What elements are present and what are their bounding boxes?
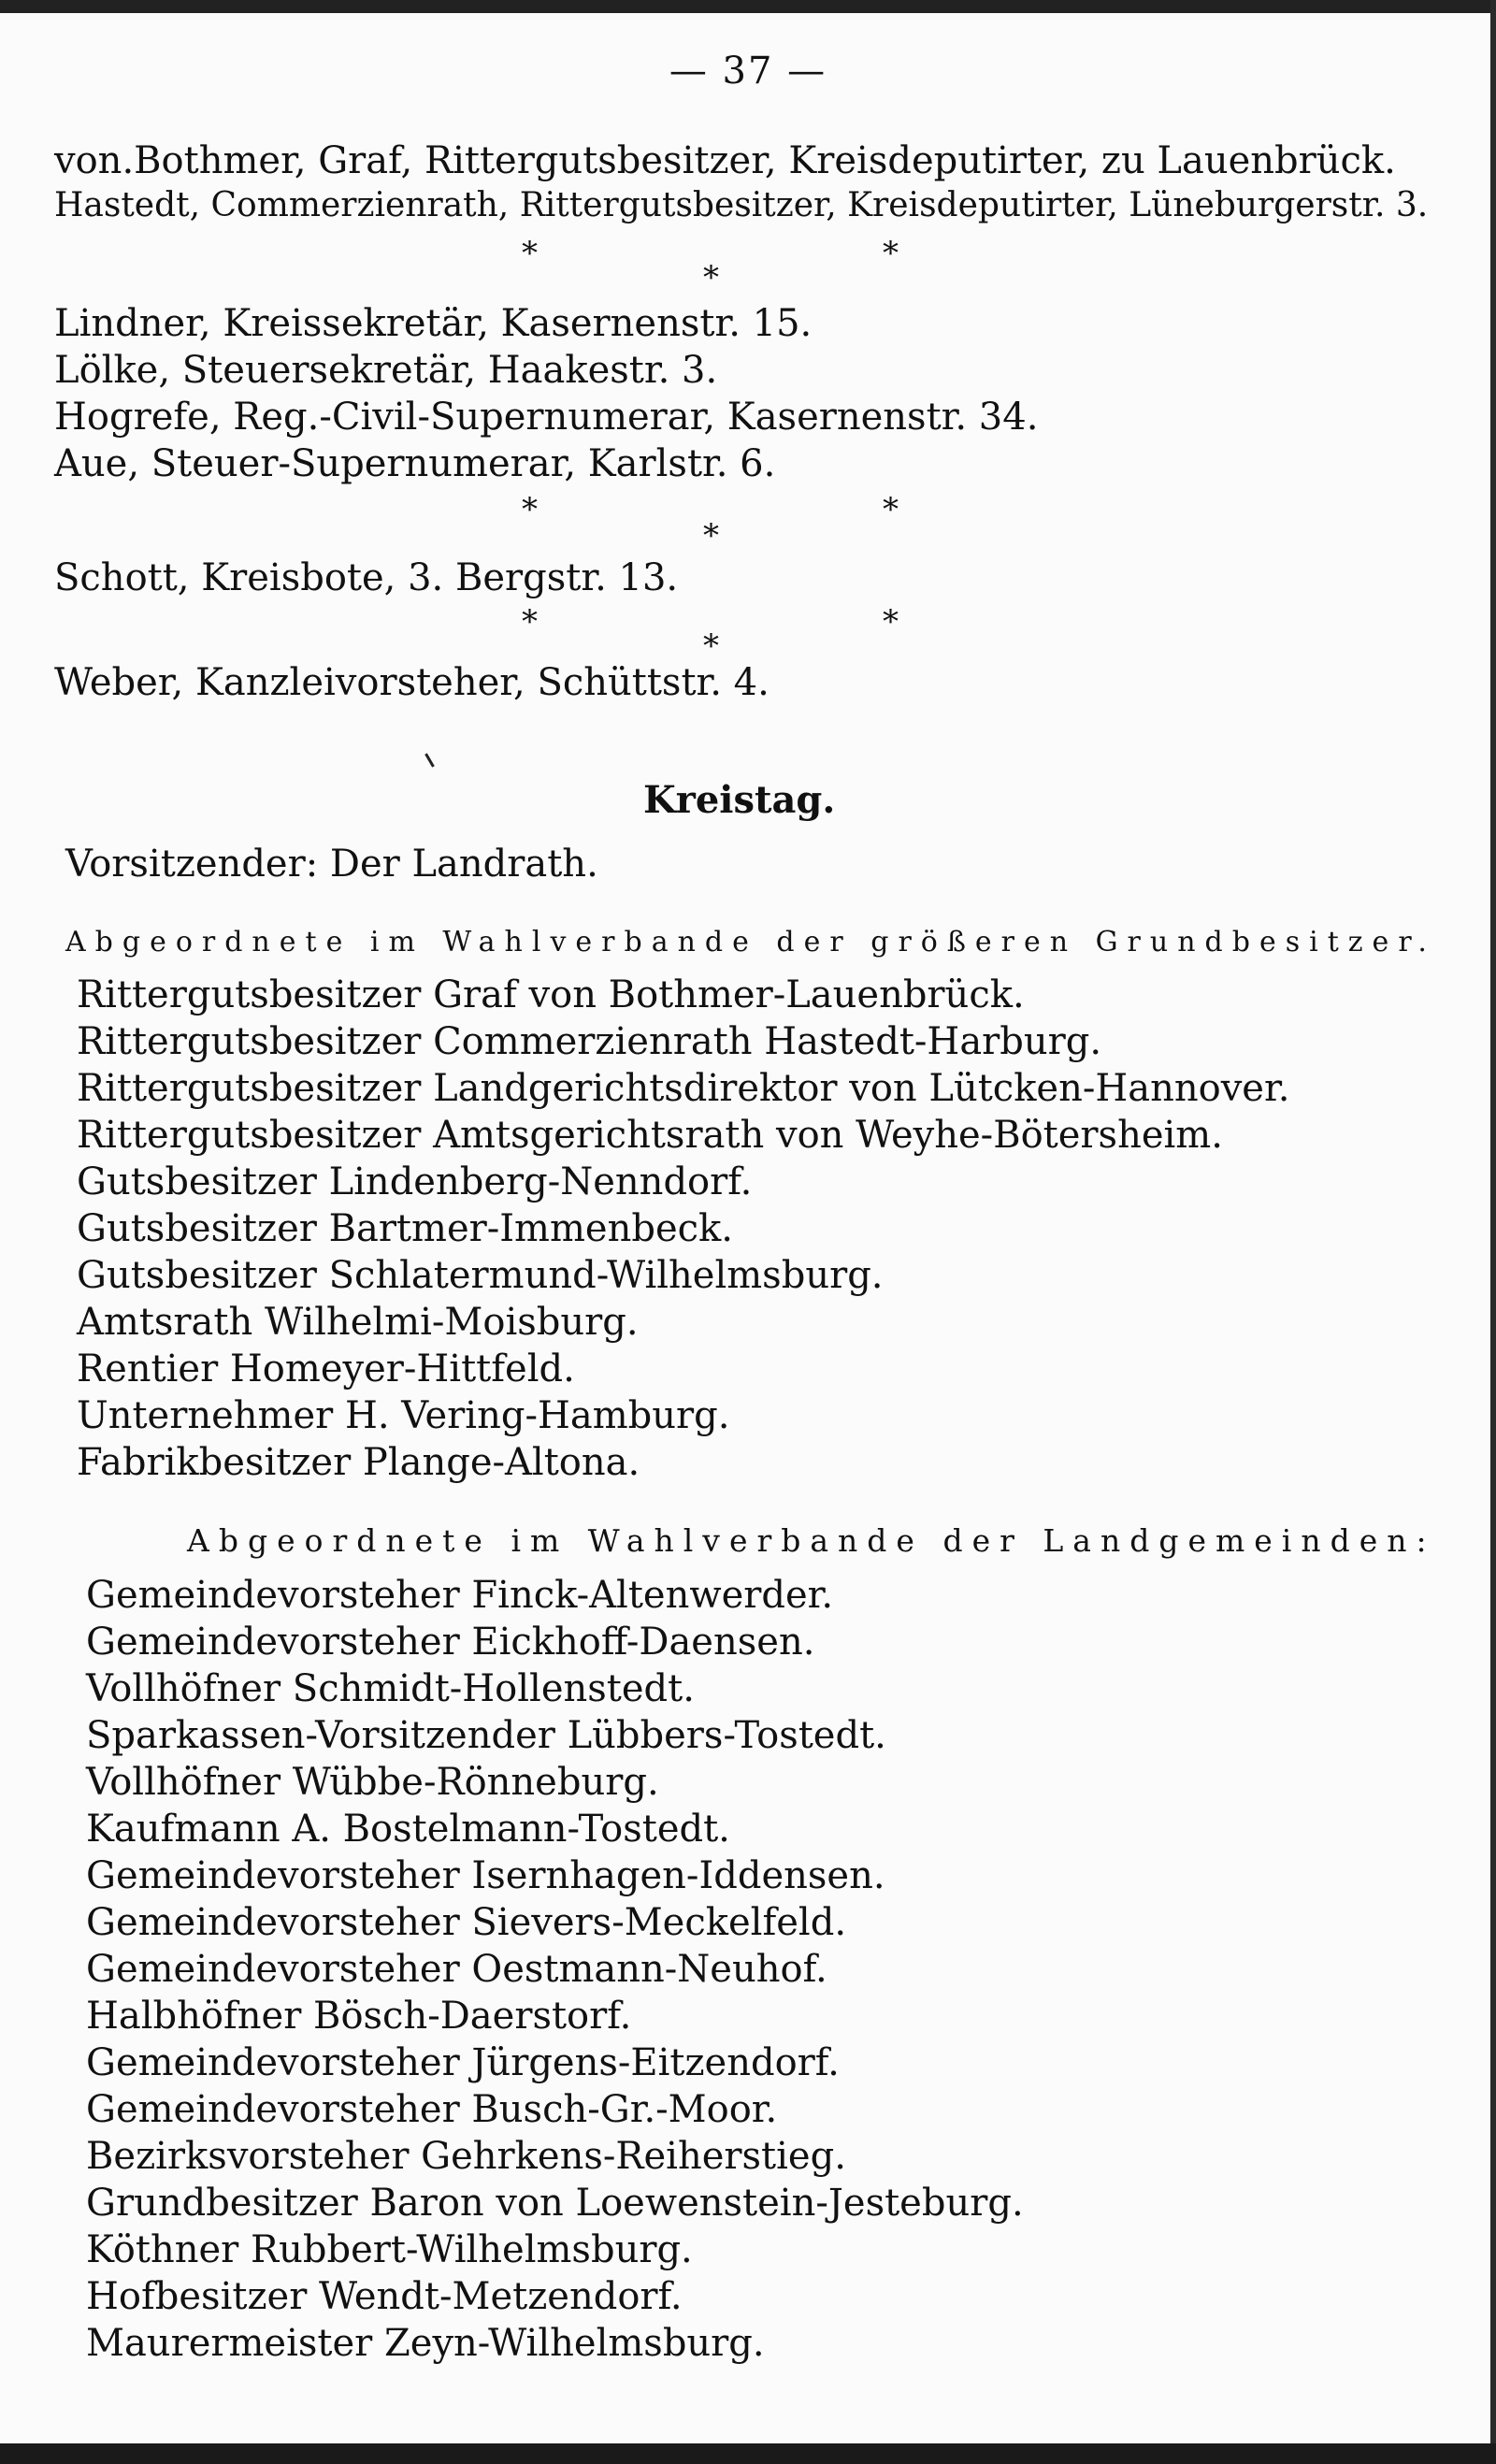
group1-item: Fabrikbesitzer Plange-Altona. bbox=[77, 1441, 640, 1484]
entry-loelke: Lölke, Steuersekretär, Haakestr. 3. bbox=[54, 349, 718, 392]
asterisk: * bbox=[703, 627, 719, 665]
entry-schott: Schott, Kreisbote, 3. Bergstr. 13. bbox=[54, 556, 679, 599]
entry-lindner: Lindner, Kreissekretär, Kasernenstr. 15. bbox=[54, 302, 813, 345]
group1-item: Gutsbesitzer Bartmer-Immenbeck. bbox=[77, 1207, 733, 1250]
asterisk: * bbox=[522, 603, 538, 641]
entry-weber: Weber, Kanzleivorsteher, Schüttstr. 4. bbox=[54, 661, 770, 704]
group2-item: Maurermeister Zeyn-Wilhelmsburg. bbox=[86, 2322, 765, 2365]
entry-hogrefe: Hogrefe, Reg.-Civil-Supernumerar, Kasernenstr. 34. bbox=[54, 396, 1039, 439]
entry-hastedt: Hastedt, Commerzienrath, Rittergutsbesitzer, Kreisdeputirter, Lüneburgerstr. 3. bbox=[54, 186, 1429, 224]
asterisk: * bbox=[883, 491, 899, 528]
group2-item: Gemeindevorsteher Jürgens-Eitzendorf. bbox=[86, 2041, 840, 2084]
group1-item: Rentier Homeyer-Hittfeld. bbox=[77, 1347, 575, 1391]
group2-item: Gemeindevorsteher Sievers-Meckelfeld. bbox=[86, 1901, 847, 1944]
chair-line: Vorsitzender: Der Landrath. bbox=[65, 843, 598, 886]
asterisk: * bbox=[522, 491, 538, 528]
group1-item: Gutsbesitzer Schlatermund-Wilhelmsburg. bbox=[77, 1254, 884, 1297]
group2-item: Gemeindevorsteher Busch-Gr.-Moor. bbox=[86, 2088, 778, 2131]
entry-aue: Aue, Steuer-Supernumerar, Karlstr. 6. bbox=[54, 442, 776, 485]
group2-item: Gemeindevorsteher Oestmann-Neuhof. bbox=[86, 1948, 827, 1991]
group2-item: Kaufmann A. Bostelmann-Tostedt. bbox=[86, 1808, 730, 1851]
asterisk: * bbox=[522, 235, 538, 272]
group1-item: Rittergutsbesitzer Landgerichtsdirektor von Lütcken-Hannover. bbox=[77, 1067, 1290, 1110]
page-number: — 37 — bbox=[669, 50, 827, 93]
group2-item: Bezirksvorsteher Gehrkens-Reiherstieg. bbox=[86, 2135, 846, 2178]
group2-item: Gemeindevorsteher Eickhoff-Daensen. bbox=[86, 1621, 815, 1664]
group1-item: Gutsbesitzer Lindenberg-Nenndorf. bbox=[77, 1160, 753, 1203]
scan-edge-top bbox=[0, 0, 1496, 13]
group1-title: Abgeordnete im Wahlverbande der größeren Grundbesitzer. bbox=[65, 926, 1436, 958]
group2-item: Grundbesitzer Baron von Loewenstein-Jesteburg. bbox=[86, 2182, 1024, 2225]
group1-item: Amtsrath Wilhelmi-Moisburg. bbox=[77, 1301, 639, 1344]
group2-item: Gemeindevorsteher Isernhagen-Iddensen. bbox=[86, 1854, 885, 1897]
section-heading-kreistag: Kreistag. bbox=[643, 778, 836, 822]
asterisk: * bbox=[703, 259, 719, 296]
group2-item: Sparkassen-Vorsitzender Lübbers-Tostedt. bbox=[86, 1714, 886, 1757]
group1-item: Rittergutsbesitzer Amtsgerichtsrath von Weyhe-Bötersheim. bbox=[77, 1114, 1223, 1157]
group2-item: Vollhöfner Schmidt-Hollenstedt. bbox=[86, 1667, 695, 1710]
stray-mark bbox=[424, 753, 435, 767]
group2-item: Köthner Rubbert-Wilhelmsburg. bbox=[86, 2228, 693, 2271]
asterisk: * bbox=[883, 235, 899, 272]
group2-item: Hofbesitzer Wendt-Metzendorf. bbox=[86, 2275, 683, 2318]
asterisk: * bbox=[703, 517, 719, 555]
scan-edge-right bbox=[1490, 0, 1496, 2464]
group1-item: Rittergutsbesitzer Graf von Bothmer-Lauenbrück. bbox=[77, 973, 1025, 1016]
group2-title: Abgeordnete im Wahlverbande der Landgemeinden: bbox=[187, 1522, 1436, 1559]
group2-item: Vollhöfner Wübbe-Rönneburg. bbox=[86, 1761, 659, 1804]
group1-item: Unternehmer H. Vering-Hamburg. bbox=[77, 1394, 730, 1437]
group2-item: Gemeindevorsteher Finck-Altenwerder. bbox=[86, 1574, 834, 1617]
group2-item: Halbhöfner Bösch-Daerstorf. bbox=[86, 1995, 632, 2038]
asterisk: * bbox=[883, 603, 899, 641]
scan-edge-bottom bbox=[0, 2443, 1496, 2464]
entry-bothmer: von.Bothmer, Graf, Rittergutsbesitzer, Kreisdeputirter, zu Lauenbrück. bbox=[54, 139, 1396, 182]
group1-item: Rittergutsbesitzer Commerzienrath Hastedt-Harburg. bbox=[77, 1020, 1102, 1063]
